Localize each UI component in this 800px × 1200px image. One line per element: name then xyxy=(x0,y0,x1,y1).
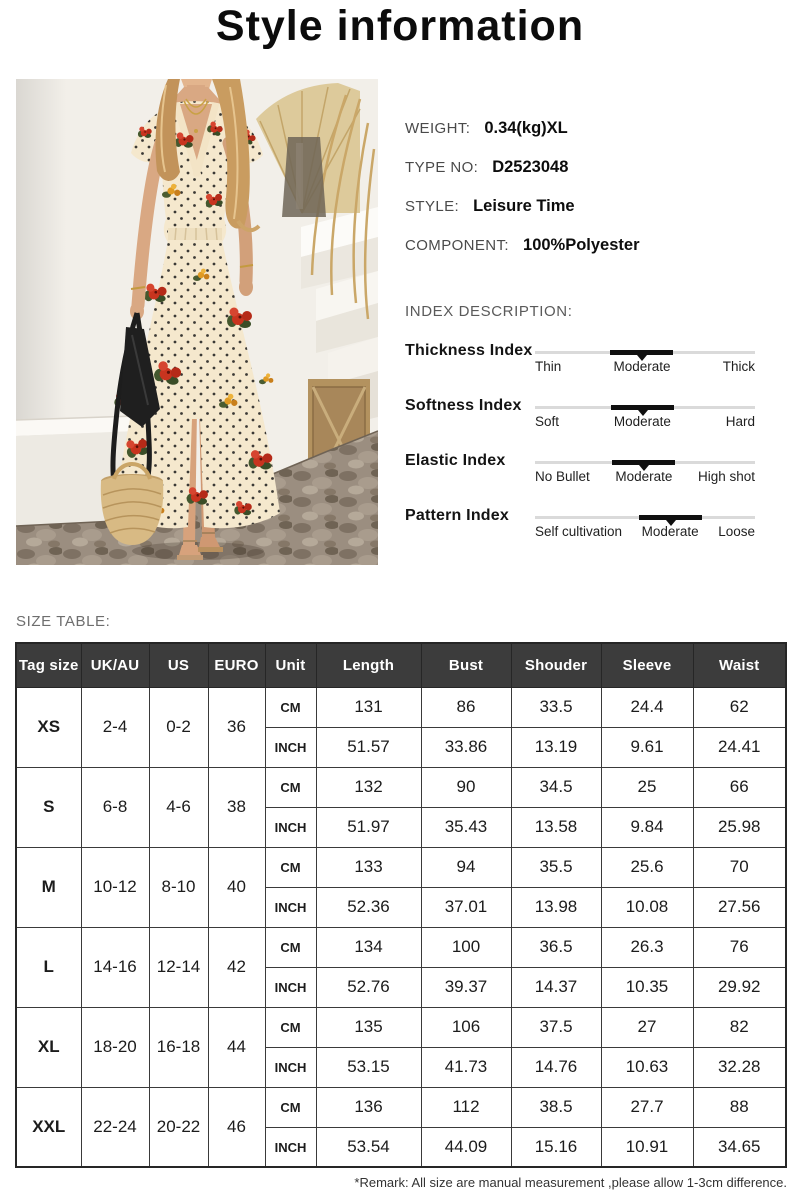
product-photo-illustration xyxy=(16,79,378,565)
index-name: Softness Index xyxy=(405,397,522,415)
shoulder-cell: 13.98 xyxy=(511,887,601,927)
size-tag-cell: M xyxy=(16,847,81,927)
shoulder-cell: 15.16 xyxy=(511,1127,601,1167)
unit-cell: INCH xyxy=(265,887,316,927)
length-cell: 132 xyxy=(316,767,421,807)
uk-au-cell: 14-16 xyxy=(81,927,149,1007)
column-header: Bust xyxy=(421,643,511,687)
index-slider xyxy=(535,504,755,546)
length-cell: 52.36 xyxy=(316,887,421,927)
size-row-cm xyxy=(16,767,786,807)
us-cell: 4-6 xyxy=(149,767,208,847)
shoulder-cell: 13.19 xyxy=(511,727,601,767)
waist-cell: 24.41 xyxy=(693,727,786,767)
info-row-type-no xyxy=(405,158,755,177)
index-level-label-selected: Moderate xyxy=(613,359,671,375)
bust-cell: 86 xyxy=(421,687,511,727)
us-cell: 12-14 xyxy=(149,927,208,1007)
bust-cell: 44.09 xyxy=(421,1127,511,1167)
index-row-elastic xyxy=(405,449,755,491)
euro-cell: 40 xyxy=(208,847,265,927)
bust-cell: 94 xyxy=(421,847,511,887)
product-details xyxy=(378,79,800,565)
unit-cell: INCH xyxy=(265,1047,316,1087)
index-level-label: Loose xyxy=(718,524,755,540)
uk-au-cell: 18-20 xyxy=(81,1007,149,1087)
shoulder-cell: 37.5 xyxy=(511,1007,601,1047)
shoulder-cell: 14.37 xyxy=(511,967,601,1007)
shoulder-cell: 38.5 xyxy=(511,1087,601,1127)
sleeve-cell: 27 xyxy=(601,1007,693,1047)
column-header: Waist xyxy=(693,643,786,687)
euro-cell: 42 xyxy=(208,927,265,1007)
unit-cell: CM xyxy=(265,1087,316,1127)
bust-cell: 106 xyxy=(421,1007,511,1047)
length-cell: 135 xyxy=(316,1007,421,1047)
index-level-label-selected: Moderate xyxy=(615,469,673,485)
shoulder-cell: 33.5 xyxy=(511,687,601,727)
index-name: Elastic Index xyxy=(405,452,506,470)
waist-cell: 88 xyxy=(693,1087,786,1127)
uk-au-cell: 6-8 xyxy=(81,767,149,847)
sleeve-cell: 10.91 xyxy=(601,1127,693,1167)
column-header: Length xyxy=(316,643,421,687)
us-cell: 20-22 xyxy=(149,1087,208,1167)
size-tag-cell: L xyxy=(16,927,81,1007)
index-row-thickness xyxy=(405,339,755,381)
length-cell: 51.97 xyxy=(316,807,421,847)
bust-cell: 33.86 xyxy=(421,727,511,767)
column-header: US xyxy=(149,643,208,687)
index-level-label: Soft xyxy=(535,414,560,430)
info-value: 100%Polyester xyxy=(523,236,640,255)
index-level-label: Thick xyxy=(722,359,755,375)
sleeve-cell: 24.4 xyxy=(601,687,693,727)
bust-cell: 39.37 xyxy=(421,967,511,1007)
top-section xyxy=(16,79,800,565)
waist-cell: 70 xyxy=(693,847,786,887)
us-cell: 16-18 xyxy=(149,1007,208,1087)
waist-cell: 27.56 xyxy=(693,887,786,927)
sleeve-cell: 25 xyxy=(601,767,693,807)
index-slider xyxy=(535,449,755,491)
sleeve-cell: 9.84 xyxy=(601,807,693,847)
waist-cell: 82 xyxy=(693,1007,786,1047)
uk-au-cell: 10-12 xyxy=(81,847,149,927)
index-level-label: Hard xyxy=(725,414,755,430)
info-value: D2523048 xyxy=(492,158,569,177)
unit-cell: CM xyxy=(265,687,316,727)
product-photo xyxy=(16,79,378,565)
index-slider xyxy=(535,339,755,381)
unit-cell: CM xyxy=(265,927,316,967)
unit-cell: CM xyxy=(265,1007,316,1047)
size-row-cm xyxy=(16,1007,786,1047)
index-level-label-selected: Moderate xyxy=(613,414,671,430)
unit-cell: INCH xyxy=(265,807,316,847)
waist-cell: 25.98 xyxy=(693,807,786,847)
euro-cell: 44 xyxy=(208,1007,265,1087)
info-label: COMPONENT: xyxy=(405,237,510,255)
size-row-cm xyxy=(16,847,786,887)
column-header: EURO xyxy=(208,643,265,687)
index-level-label: Thin xyxy=(535,359,562,375)
index-level-label: Self cultivation xyxy=(535,524,623,540)
index-name: Thickness Index xyxy=(405,342,533,360)
waist-cell: 66 xyxy=(693,767,786,807)
length-cell: 52.76 xyxy=(316,967,421,1007)
bust-cell: 112 xyxy=(421,1087,511,1127)
unit-cell: INCH xyxy=(265,967,316,1007)
bust-cell: 37.01 xyxy=(421,887,511,927)
euro-cell: 46 xyxy=(208,1087,265,1167)
size-row-cm xyxy=(16,927,786,967)
info-row-component xyxy=(405,236,755,255)
size-table-heading: SIZE TABLE: xyxy=(16,613,111,631)
length-cell: 51.57 xyxy=(316,727,421,767)
unit-cell: INCH xyxy=(265,727,316,767)
header-row xyxy=(16,643,786,687)
index-levels xyxy=(535,469,755,484)
length-cell: 133 xyxy=(316,847,421,887)
shoulder-cell: 36.5 xyxy=(511,927,601,967)
sleeve-cell: 26.3 xyxy=(601,927,693,967)
index-row-softness xyxy=(405,394,755,436)
length-cell: 131 xyxy=(316,687,421,727)
unit-cell: CM xyxy=(265,847,316,887)
index-level-label-selected: Moderate xyxy=(641,524,699,540)
sleeve-cell: 10.35 xyxy=(601,967,693,1007)
size-tag-cell: XS xyxy=(16,687,81,767)
index-row-pattern xyxy=(405,504,755,546)
column-header: Unit xyxy=(265,643,316,687)
info-label: TYPE NO: xyxy=(405,159,479,177)
shoulder-cell: 13.58 xyxy=(511,807,601,847)
uk-au-cell: 2-4 xyxy=(81,687,149,767)
waist-cell: 34.65 xyxy=(693,1127,786,1167)
unit-cell: CM xyxy=(265,767,316,807)
size-row-cm xyxy=(16,1087,786,1127)
info-label: STYLE: xyxy=(405,198,460,216)
column-header: UK/AU xyxy=(81,643,149,687)
euro-cell: 38 xyxy=(208,767,265,847)
bust-cell: 35.43 xyxy=(421,807,511,847)
waist-cell: 62 xyxy=(693,687,786,727)
index-level-label: High shot xyxy=(697,469,755,485)
uk-au-cell: 22-24 xyxy=(81,1087,149,1167)
bust-cell: 100 xyxy=(421,927,511,967)
waist-cell: 32.28 xyxy=(693,1047,786,1087)
column-header: Sleeve xyxy=(601,643,693,687)
info-row-weight xyxy=(405,119,755,138)
shoulder-cell: 14.76 xyxy=(511,1047,601,1087)
info-row-style xyxy=(405,197,755,216)
info-label: WEIGHT: xyxy=(405,120,471,138)
sleeve-cell: 10.63 xyxy=(601,1047,693,1087)
size-remark: *Remark: All size are manual measurement ,please allow 1-3cm difference. xyxy=(354,1175,787,1191)
waist-cell: 76 xyxy=(693,927,786,967)
size-row-cm xyxy=(16,687,786,727)
column-header: Shouder xyxy=(511,643,601,687)
sleeve-cell: 9.61 xyxy=(601,727,693,767)
waist-cell: 29.92 xyxy=(693,967,786,1007)
index-levels xyxy=(535,524,755,539)
page-title: Style information xyxy=(215,2,585,50)
sleeve-cell: 25.6 xyxy=(601,847,693,887)
column-header: Tag size xyxy=(16,643,81,687)
bust-cell: 90 xyxy=(421,767,511,807)
sleeve-cell: 27.7 xyxy=(601,1087,693,1127)
index-description-heading: INDEX DESCRIPTION: xyxy=(405,303,573,321)
shoulder-cell: 35.5 xyxy=(511,847,601,887)
info-value: Leisure Time xyxy=(473,197,575,216)
length-cell: 136 xyxy=(316,1087,421,1127)
size-tag-cell: S xyxy=(16,767,81,847)
index-slider xyxy=(535,394,755,436)
length-cell: 53.54 xyxy=(316,1127,421,1167)
us-cell: 0-2 xyxy=(149,687,208,767)
bust-cell: 41.73 xyxy=(421,1047,511,1087)
size-tag-cell: XL xyxy=(16,1007,81,1087)
length-cell: 134 xyxy=(316,927,421,967)
unit-cell: INCH xyxy=(265,1127,316,1167)
shoulder-cell: 34.5 xyxy=(511,767,601,807)
info-value: 0.34(kg)XL xyxy=(484,119,568,138)
length-cell: 53.15 xyxy=(316,1047,421,1087)
index-name: Pattern Index xyxy=(405,507,509,525)
index-levels xyxy=(535,359,755,374)
index-levels xyxy=(535,414,755,429)
size-tag-cell: XXL xyxy=(16,1087,81,1167)
us-cell: 8-10 xyxy=(149,847,208,927)
sleeve-cell: 10.08 xyxy=(601,887,693,927)
size-table xyxy=(15,642,787,1168)
index-level-label: No Bullet xyxy=(535,469,590,485)
euro-cell: 36 xyxy=(208,687,265,767)
